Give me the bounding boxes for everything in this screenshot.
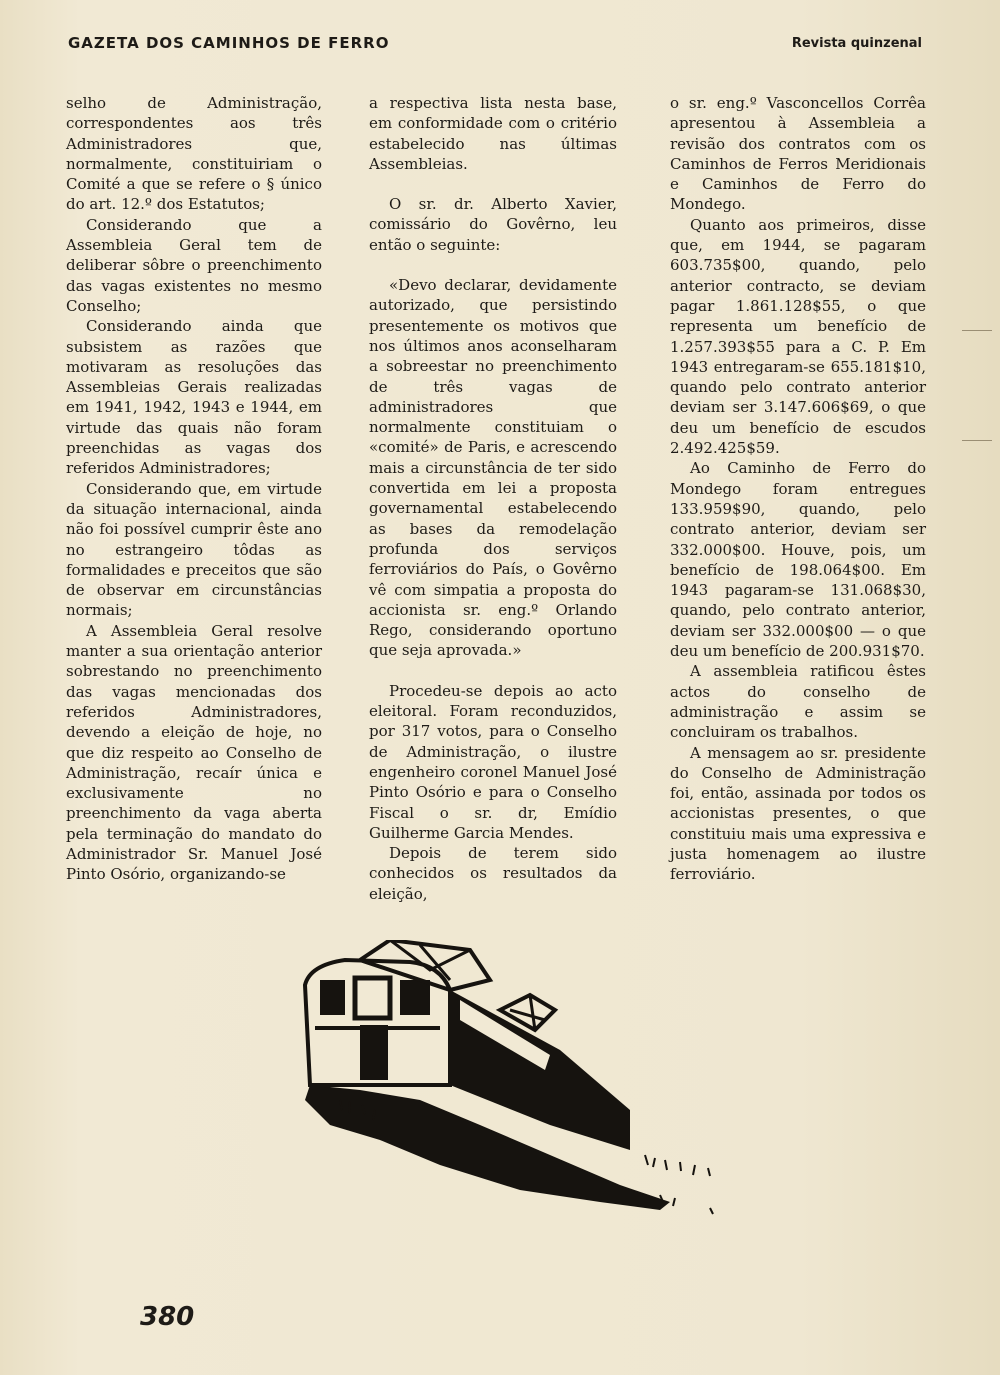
- electric-train-woodcut-icon: [300, 940, 730, 1220]
- article-paragraph: Depois de terem sido conhecidos os resultados da eleição,: [369, 844, 617, 903]
- article-paragraph: A mensagem ao sr. presidente do Conselho de Administração foi, então, assinada por todos os accionistas presentes, o que constituiu mais uma expressiva e justa homenagem ao ilustre ferroviário.: [670, 743, 926, 884]
- margin-mark: [962, 330, 992, 331]
- article-paragraph: Ao Caminho de Ferro do Mondego foram entregues 133.959$90, quando, pelo contrato anterior, deviam ser 332.000$00. Houve, pois, um benefício de 198.064$00. Em 1943 pagaram-se 131.068$30, quando, pelo contrato anterior, deviam ser 332.000$00 — o que deu um benefício de 200.931$70.: [670, 459, 926, 661]
- article-paragraph: Considerando que, em virtude da situação internacional, ainda não foi possível cumprir êste ano no estrangeiro tôdas as formalidades e preceitos que são de observar em circunstâncias normais;: [66, 479, 322, 620]
- text-column-1: [66, 93, 322, 885]
- publication-subtitle: Revista quinzenal: [791, 36, 922, 51]
- text-column-3: [670, 93, 926, 885]
- article-paragraph: Quanto aos primeiros, disse que, em 1944, se pagaram 603.735$00, quando, pelo anterior contracto, se deviam pagar 1.861.128$55, o que representa um benefício de 1.257.393$55 para a C. P. Em 1943 entregaram-se 655.181$10, quando pelo contrato anterior deviam ser 3.147.606$69, o que deu um benefício de escudos 2.492.425$59.: [670, 215, 926, 458]
- article-paragraph: «Devo declarar, devidamente autorizado, que persistindo presentemente os motivos que nos últimos anos aconselharam a sobreestar no preenchimento de três vagas de administradores que normalmente constituiam o «comité» de Paris, e acrescendo mais a circunstância de ter sido convertida em lei a proposta governamental estabelecendo as bases da remodelação profunda dos serviços ferroviários do País, o Govêrno vê com simpatia a proposta do accionista sr. eng.º Orlando Rego, considerando oportuno que seja aprovada.»: [369, 276, 617, 660]
- text-column-2: [369, 93, 617, 904]
- page-number: 380: [140, 1302, 195, 1332]
- article-paragraph: o sr. eng.º Vasconcellos Corrêa apresentou à Assembleia a revisão dos contratos com os Caminhos de Ferros Meridionais e Caminhos de Ferro do Mondego.: [670, 94, 926, 214]
- article-paragraph: O sr. dr. Alberto Xavier, comissário do Govêrno, leu então o seguinte:: [369, 195, 617, 254]
- publication-title: GAZETA DOS CAMINHOS DE FERRO: [68, 34, 390, 52]
- article-paragraph: selho de Administração, correspondentes aos três Administradores que, normalmente, constituiriam o Comité a que se refere o § único do art. 12.º dos Estatutos;: [66, 94, 322, 214]
- article-paragraph: A assembleia ratificou êstes actos do conselho de administração e assim se concluiram os trabalhos.: [670, 662, 926, 742]
- article-paragraph: a respectiva lista nesta base, em conformidade com o critério estabelecido nas últimas Assembleias.: [369, 94, 617, 173]
- margin-mark: [962, 440, 992, 441]
- article-paragraph: Considerando ainda que subsistem as razões que motivaram as resoluções das Assembleias Gerais realizadas em 1941, 1942, 1943 e 1944, em virtude das quais não foram preenchidas as vagas dos referidos Administradores;: [66, 317, 322, 478]
- article-paragraph: Procedeu-se depois ao acto eleitoral. Foram reconduzidos, por 317 votos, para o Conselho de Administração, o ilustre engenheiro coronel Manuel José Pinto Osório e para o Conselho Fiscal o sr. dr, Emídio Guilherme Garcia Mendes.: [369, 681, 617, 842]
- page-header: [68, 34, 922, 60]
- article-paragraph: Considerando que a Assembleia Geral tem de deliberar sôbre o preenchimento das vagas existentes no mesmo Conselho;: [66, 215, 322, 315]
- article-paragraph: A Assembleia Geral resolve manter a sua orientação anterior sobrestando no preenchimento das vagas mencionadas dos referidos Administradores, devendo a eleição de hoje, no que diz respeito ao Conselho de Administração, recaír única e exclusivamente no preenchimento da vaga aberta pela terminação do mandato do Administrador Sr. Manuel José Pinto Osório, organizando-se: [66, 621, 322, 884]
